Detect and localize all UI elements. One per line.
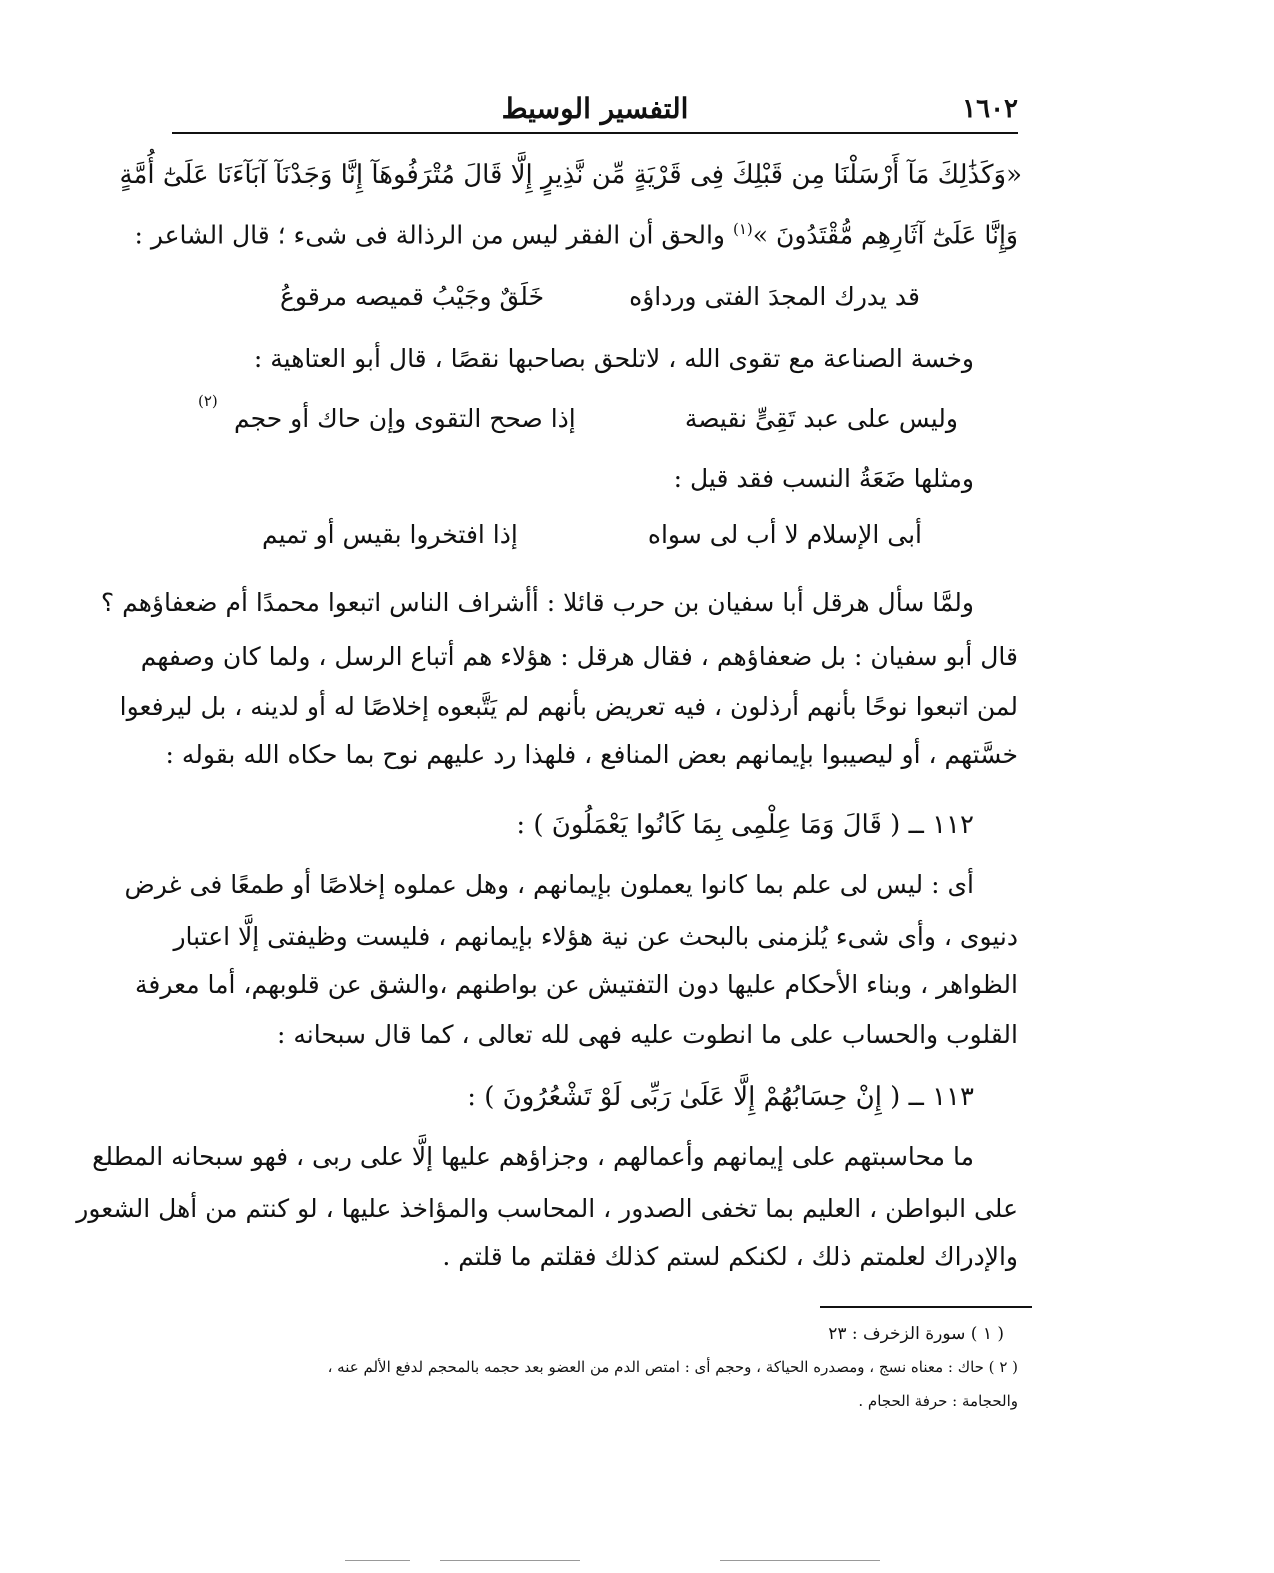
footnote-2-line-1: ( ٢ ) حاك : معناه نسج ، ومصدره الحياكة ، وحجم أى : امتص الدم من العضو بعد حجمه بالمحجم لدفع الألم عنه ، <box>327 1358 1018 1376</box>
scan-edge-mark-left <box>345 1560 410 1561</box>
scan-edge-mark-middle <box>440 1560 580 1561</box>
page-number: ١٦٠٢ <box>962 94 1018 124</box>
paragraph-3-line-3: والإدراك لعلمتم ذلك ، لكنكم لستم كذلك فقلتم ما قلتم . <box>442 1242 1018 1271</box>
scan-edge-mark-right <box>720 1560 880 1561</box>
paragraph-3-line-1: ما محاسبتهم على إيمانهم وأعمالهم ، وجزاؤهم عليها إلَّا على ربى ، فهو سبحانه المطلع <box>92 1142 974 1171</box>
paragraph-1-line-1: ولمَّا سأل هرقل أبا سفيان بن حرب قائلا : أأشراف الناس اتبعوا محمدًا أم ضعفاؤهم ؟ <box>100 588 974 617</box>
footnote-1: ( ١ ) سورة الزخرف : ٢٣ <box>828 1324 1004 1344</box>
poem-verse-1 <box>280 282 920 318</box>
verse-113: ١١٣ ــ ( إِنْ حِسَابُهُمْ إِلَّا عَلَىٰ رَبِّى لَوْ تَشْعُرُونَ ) : <box>467 1082 974 1112</box>
footnote-2-line-2: والحجامة : حرفة الحجام . <box>858 1392 1018 1410</box>
paragraph-1-line-2: قال أبو سفيان : بل ضعفاؤهم ، فقال هرقل : هؤلاء هم أتباع الرسل ، ولما كان وصفهم <box>140 642 1018 671</box>
footnote-marker-1: (١) <box>732 220 753 238</box>
poem-verse-3 <box>262 520 922 556</box>
quran-quote-end: وَإِنَّا عَلَىٰٓ آثَارِهِم مُّقْتَدُونَ » <box>752 220 1018 250</box>
prose-line-2: ومثلها ضَعَةُ النسب فقد قيل : <box>673 464 974 493</box>
poem-3-first-hemistich: أبى الإسلام لا أب لى سواه <box>647 520 922 549</box>
prose-line-1: وخسة الصناعة مع تقوى الله ، لاتلحق بصاحبها نقصًا ، قال أبو العتاهية : <box>253 344 974 373</box>
quran-quote-line-2 <box>134 220 1018 250</box>
running-title: التفسير الوسيط <box>501 92 689 125</box>
paragraph-2-line-3: الظواهر ، وبناء الأحكام عليها دون التفتيش عن بواطنهم ،والشق عن قلوبهم، أما معرفة <box>134 970 1018 999</box>
poem-2-second-hemistich: إذا صحح التقوى وإن حاك أو حجم <box>234 404 576 433</box>
poem-verse-2 <box>198 392 958 440</box>
verse-112: ١١٢ ــ ( قَالَ وَمَا عِلْمِى بِمَا كَانُوا يَعْمَلُونَ ) : <box>516 810 974 840</box>
footnote-marker-2: (٢) <box>198 392 218 410</box>
paragraph-1-line-4: خسَّتهم ، أو ليصيبوا بإيمانهم بعض المنافع ، فلهذا رد عليهم نوح بما حكاه الله بقوله : <box>165 740 1018 769</box>
paragraph-1-line-3: لمن اتبعوا نوحًا بأنهم أرذلون ، فيه تعريض بأنهم لم يَتَّبعوه إخلاصًا له أو لدينه ، بل ليرفعوا <box>119 692 1018 721</box>
paragraph-2-line-4: القلوب والحساب على ما انطوت عليه فهى لله تعالى ، كما قال سبحانه : <box>276 1020 1018 1049</box>
poem-3-second-hemistich: إذا افتخروا بقيس أو تميم <box>262 520 518 549</box>
poem-2-first-hemistich: وليس على عبد تَقِىٍّ نقيصة <box>684 404 958 433</box>
quran-quote-line-1: «وَكَذَٰلِكَ مَآ أَرْسَلْنَا مِن قَبْلِكَ فِى قَرْيَةٍ مِّن نَّذِيرٍ إِلَّا قَالَ مُتْرَفُوهَآ إِنَّا وَجَدْنَآ آبَآءَنَا عَلَىٰٓ أُمَّةٍ <box>119 160 1022 190</box>
poem-1-first-hemistich: قد يدرك المجدَ الفتى ورداؤه <box>629 282 920 311</box>
poem-1-second-hemistich: خَلَقٌ وجَيْبُ قميصه مرقوعُ <box>280 282 545 311</box>
paragraph-3-line-2: على البواطن ، العليم بما تخفى الصدور ، المحاسب والمؤاخذ عليها ، لو كنتم من أهل الشعور <box>76 1194 1018 1223</box>
page-header <box>172 88 1018 132</box>
paragraph-2-line-1: أى : ليس لى علم بما كانوا يعملون بإيمانهم ، وهل عملوه إخلاصًا أو طمعًا فى غرض <box>124 870 974 899</box>
paragraph-2-line-2: دنيوى ، وأى شىء يُلزمنى بالبحث عن نية هؤلاء بإيمانهم ، فليست وظيفتى إلَّا اعتبار <box>173 922 1018 951</box>
footnote-rule <box>820 1306 1032 1308</box>
quran-quote-commentary: والحق أن الفقر ليس من الرذالة فى شىء ؛ قال الشاعر : <box>134 220 733 250</box>
header-rule <box>172 132 1018 134</box>
